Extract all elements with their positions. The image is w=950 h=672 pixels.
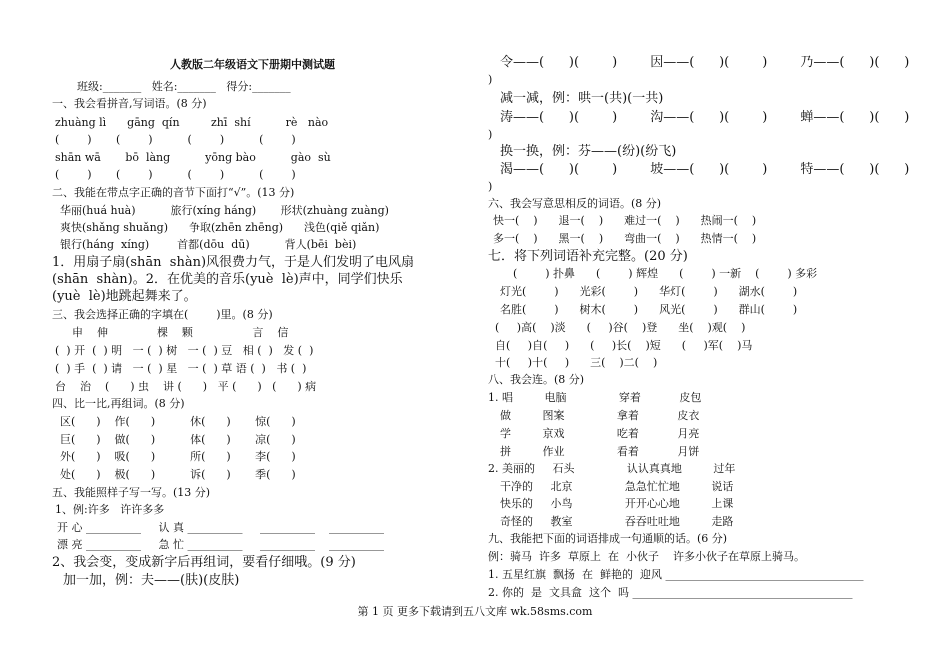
section-5-heading: 五、我能照样子写一写。(13 分): [52, 486, 211, 499]
section-9-group-1-row-b: 学 京戏 吃着 月亮: [500, 427, 700, 440]
right-row-4: 涛——( )( ) 沟——( )( ) 蝉——( )( ): [500, 110, 910, 125]
section-10-example: 例：骑马 许多 草原上 在 小伙子 许多小伙子在草原上骑马。: [488, 550, 805, 563]
section-9-group-1-row-c: 拼 作业 看着 月饼: [500, 445, 700, 458]
section-1-pinyin-row-1: zhuàng lì gāng qín zhī shí rè nào: [55, 116, 329, 129]
section-7-row-2: 多一( ) 黑一( ) 弯曲一( ) 热情一( ): [493, 232, 757, 245]
section-8-row-2: 灯光( ) 光彩( ) 华灯( ) 湖水( ): [500, 285, 798, 298]
page-title: 人教版二年级语文下册期中测试题: [170, 58, 335, 71]
section-8-row-4: ( )高( )淡 ( )谷( )登 坐( )观( ): [495, 321, 746, 334]
section-1-pinyin-row-2: shān wā bō làng yōng bào gào sù: [55, 151, 331, 164]
section-3-row-1: ( ) 开 ( ) 明 一 ( ) 树 一 ( ) 豆 相 ( ) 发 ( ): [55, 344, 314, 357]
section-2-line-3: 银行(háng xíng) 首都(dōu dū) 背人(bēi bèi): [60, 238, 357, 251]
section-9-heading: 八、我会连。(8 分): [488, 373, 585, 386]
section-7-row-1: 快一( ) 退一( ) 难过一( ) 热闹一( ): [493, 214, 757, 227]
section-8-heading: 七．将下列词语补充完整。(20 分): [488, 249, 688, 264]
section-9-group-1-head: 1. 唱 电脑 穿着 皮包: [488, 391, 702, 404]
section-9-group-2-head: 2. 美丽的 石头 认认真真地 过年: [488, 462, 736, 475]
section-4-row-3: 外( ) 吸( ) 所( ) 李( ): [60, 450, 296, 463]
section-1-box-row-2: ( ) ( ) ( ) ( ): [55, 168, 296, 181]
section-10-question-1: 1. 五星红旗 飘扬 在 鲜艳的 迎风 ____________________________________: [488, 568, 864, 581]
section-2-line-2: 爽快(shǎng shuǎng) 争取(zhēn zhēng) 浅色(qiě qiǎn): [60, 221, 380, 234]
student-info-line: 班级:_______ 姓名:_______ 得分:_______: [77, 80, 291, 93]
right-row-8: ): [488, 180, 493, 193]
right-row-5: ): [488, 128, 493, 141]
section-3-word-pairs: 申 伸 棵 颗 言 信: [72, 326, 289, 339]
section-10-heading: 九、我能把下面的词语排成一句通顺的话。(6 分): [488, 532, 728, 545]
section-9-group-2-row-a: 干净的 北京 急急忙忙地 说话: [500, 480, 734, 493]
section-2-paragraph-3: (yuè lè)地跳起舞来了。: [52, 289, 197, 304]
section-6-add-example: 加一加，例：夫——(肤)(皮肤): [63, 573, 240, 588]
section-2-paragraph-1: 1．用扇子扇(shān shàn)风很费力气，于是人们发明了电风扇: [52, 255, 415, 270]
right-row-1: 令——( )( ) 因——( )( ) 乃——( )( ): [500, 55, 910, 70]
right-row-2: ): [488, 73, 493, 86]
section-2-heading: 二、我能在带点字正确的音节下面打“√”。(13 分): [52, 186, 295, 199]
section-2-line-1: 华丽(huá huà) 旅行(xíng háng) 形状(zhuàng zuàng): [60, 204, 389, 217]
right-row-6: 换一换，例：芬——(纷)(纷飞): [500, 144, 677, 159]
right-row-7: 渴——( )( ) 坡——( )( ) 特——( )( ): [500, 162, 910, 177]
section-9-group-2-row-c: 奇怪的 教室 吞吞吐吐地 走路: [500, 515, 734, 528]
section-8-row-1: ( ) 扑鼻 ( ) 辉煌 ( ) 一新 ( ) 多彩: [513, 267, 818, 280]
section-4-row-1: 区( ) 作( ) 休( ) 惊( ): [60, 415, 296, 428]
section-9-group-2-row-b: 快乐的 小鸟 开开心心地 上课: [500, 497, 734, 510]
section-1-heading: 一、我会看拼音,写词语。(8 分): [52, 97, 207, 110]
page-footer: 第 1 页 更多下载请到五八文库 wk.58sms.com: [357, 605, 593, 618]
section-7-heading: 六、我会写意思相反的词语。(8 分): [488, 197, 662, 210]
section-8-row-5: 自( )自( ) ( )长( )短 ( )军( )马: [495, 339, 753, 352]
section-9-group-1-row-a: 做 图案 拿着 皮衣: [500, 409, 700, 422]
section-5-example: 1、例:许多 许许多多: [55, 503, 165, 516]
section-3-heading: 三、我会选择正确的字填在( )里。(8 分): [52, 308, 273, 321]
section-4-row-4: 处( ) 极( ) 诉( ) 季( ): [60, 468, 296, 481]
right-row-3: 减一减，例：哄一(共)(一共): [500, 91, 664, 106]
section-10-question-2: 2. 你的 是 文具盒 这个 吗 ________________________________________: [488, 586, 853, 599]
section-5-row-1: 开 心 __________ 认 真 __________ __________ __________: [57, 521, 384, 534]
section-1-box-row-1: ( ) ( ) ( ) ( ): [55, 133, 296, 146]
section-2-paragraph-2: (shān shàn)。2．在优美的音乐(yuè lè)声中，同学们快乐: [52, 272, 403, 287]
section-8-row-6: 十( )十( ) 三( )二( ): [495, 356, 658, 369]
section-6-heading: 2、我会变，变成新字后再组词，要看仔细哦。(9 分): [52, 555, 356, 570]
section-3-row-2: ( ) 手 ( ) 请 一 ( ) 星 一 ( ) 草 语 ( ) 书 ( ): [55, 362, 307, 375]
section-4-row-2: 巨( ) 做( ) 体( ) 凉( ): [60, 433, 296, 446]
section-3-row-3: 台 治 ( ) 虫 讲 ( ) 平 ( ) ( ) 病: [55, 380, 317, 393]
section-4-heading: 四、比一比,再组词。(8 分): [52, 397, 185, 410]
section-5-row-2: 漂 亮 __________ 急 忙 __________ __________ __________: [57, 538, 384, 551]
section-8-row-3: 名胜( ) 树木( ) 风光( ) 群山( ): [500, 303, 798, 316]
